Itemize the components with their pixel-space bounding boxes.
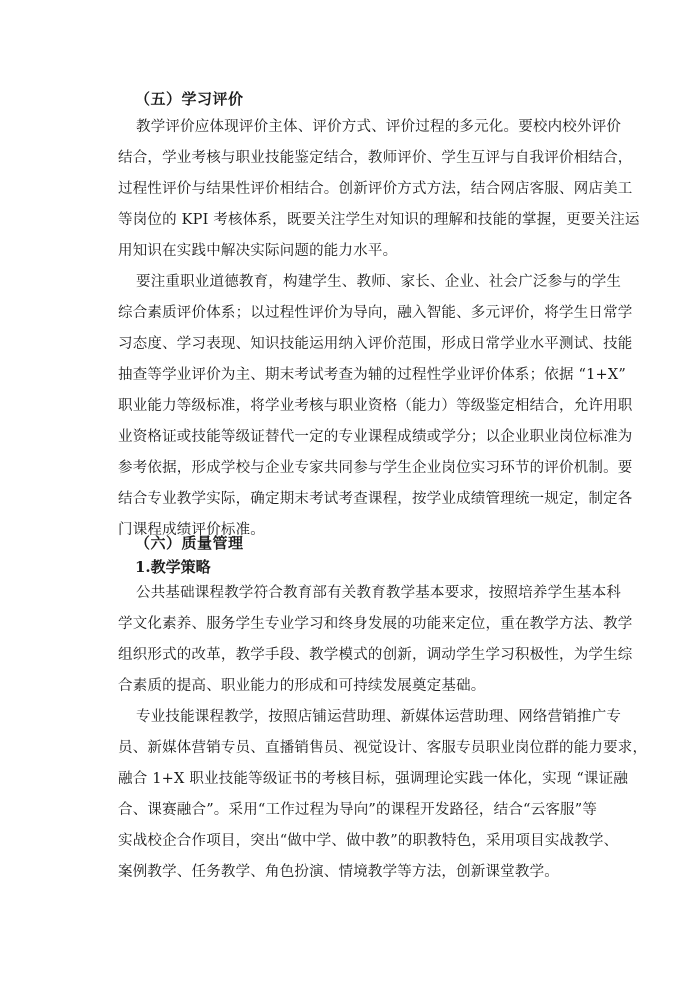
text-line: 合、课赛融合”。采用“工作过程为导向”的课程开发路径，结合“云客服”等 [118, 802, 598, 818]
section-5-paragraph-2 [118, 267, 633, 546]
text-line: 实战校企合作项目，突出“做中学、做中教”的职教特色，采用项目实战教学、 [118, 833, 619, 849]
section-5-paragraph-1 [118, 112, 640, 267]
text-line: 结合，学业考核与职业技能鉴定结合，教师评价、学生互评与自我评价相结合， [118, 150, 633, 166]
section-6-paragraph-2 [118, 702, 648, 888]
text-line: 用知识在实践中解决实际问题的能力水平。 [118, 243, 398, 259]
text-line: 要注重职业道德教育，构建学生、教师、家长、企业、社会广泛参与的学生 [136, 274, 622, 290]
text-line: 等岗位的 KPI 考核体系，既要关注学生对知识的理解和技能的掌握，更要关注运 [118, 212, 640, 228]
text-line: 职业能力等级标准，将学业考核与职业资格（能力）等级鉴定相结合，允许用职 [118, 398, 633, 414]
text-line: 抽查等学业评价为主、期末考试考查为辅的过程性学业评价体系；依据 “1+X” [118, 367, 627, 383]
text-line: 门课程成绩评价标准。 [118, 522, 265, 538]
text-line: 参考依据，形成学校与企业专家共同参与学生企业岗位实习环节的评价机制。要 [118, 460, 633, 476]
text-line: 教学评价应体现评价主体、评价方式、评价过程的多元化。要校内校外评价 [136, 119, 622, 135]
text-line: 组织形式的改革，教学手段、教学模式的创新，调动学生学习积极性，为学生综 [118, 647, 633, 663]
text-line: 融合 1+X 职业技能等级证书的考核目标，强调理论实践一体化，实现 “课证融 [118, 771, 629, 787]
text-line: 专业技能课程教学，按照店铺运营助理、新媒体运营助理、网络营销推广专 [136, 709, 622, 725]
text-line: 业资格证或技能等级证替代一定的专业课程成绩或学分；以企业职业岗位标准为 [118, 429, 633, 445]
text-line: 过程性评价与结果性评价相结合。创新评价方式方法，结合网店客服、网店美工 [118, 181, 633, 197]
text-line: 结合专业教学实际，确定期末考试考查课程，按学业成绩管理统一规定，制定各 [118, 491, 633, 507]
section-5-heading: （五）学习评价 [135, 90, 244, 108]
section-6-subheading: 1.教学策略 [135, 558, 211, 576]
text-line: 综合素质评价体系；以过程性评价为导向，融入智能、多元评价，将学生日常学 [118, 305, 633, 321]
text-line: 案例教学、任务教学、角色扮演、情境教学等方法，创新课堂教学。 [118, 864, 559, 880]
text-line: 员、新媒体营销专员、直播销售员、视觉设计、客服专员职业岗位群的能力要求， [118, 740, 648, 756]
text-line: 公共基础课程教学符合教育部有关教育教学基本要求，按照培养学生基本科 [136, 585, 622, 601]
text-line: 合素质的提高、职业能力的形成和可持续发展奠定基础。 [118, 678, 486, 694]
section-6-heading: （六）质量管理 [135, 534, 244, 552]
section-6-paragraph-1 [118, 578, 633, 702]
text-line: 学文化素养、服务学生专业学习和终身发展的功能来定位，重在教学方法、教学 [118, 616, 633, 632]
text-line: 习态度、学习表现、知识技能运用纳入评价范围，形成日常学业水平测试、技能 [118, 336, 633, 352]
